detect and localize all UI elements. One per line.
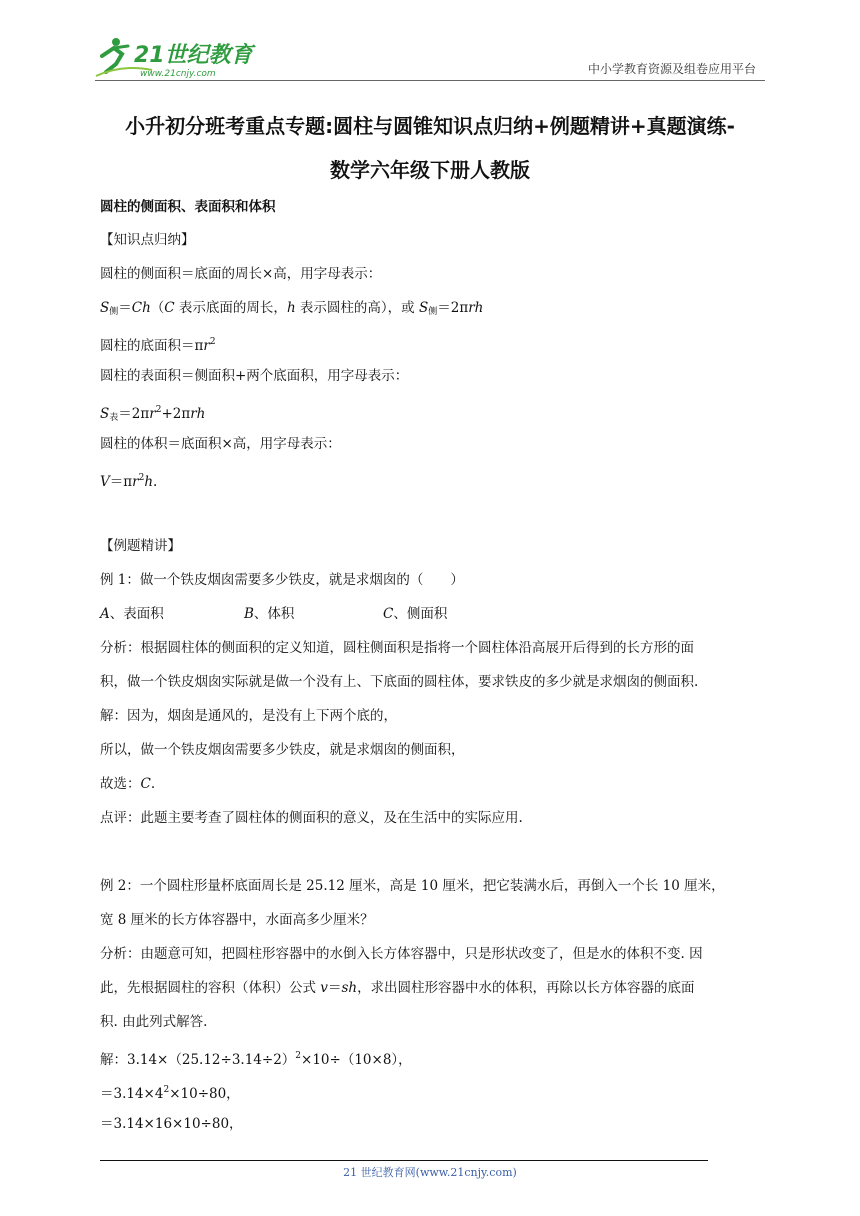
knowledge-line7: $V=\pi r^2h$. [100, 473, 158, 490]
example1-solution-line1: 解：因为，烟囱是通风的，是没有上下两个底的， [100, 708, 397, 724]
section-title: 圆柱的侧面积、表面积和体积 [100, 199, 276, 215]
example2-question-line2: 宽 8 厘米的长方体容器中，水面高多少厘米？ [100, 912, 374, 928]
platform-name: 中小学教育资源及组卷应用平台 [587, 62, 756, 76]
logo-text: 21世纪教育 [134, 43, 253, 68]
example1-analysis-line2: 积，做一个铁皮烟囱实际就是做一个没有上、下底面的圆柱体，要求铁皮的多少就是求烟囱的侧面积. [100, 674, 699, 690]
example1-solution-line2: 所以，做一个铁皮烟囱需要多少铁皮，就是求烟囱的侧面积， [100, 742, 465, 758]
example1-comment: 点评：此题主要考查了圆柱体的侧面积的意义，及在生活中的实际应用. [100, 810, 523, 826]
knowledge-heading: 【知识点归纳】 [100, 232, 195, 248]
example2-analysis-line1: 分析：由题意可知，把圆柱形容器中的水倒入长方体容器中，只是形状改变了，但是水的体积不变. 因 [100, 946, 703, 962]
site-logo [92, 34, 262, 82]
example1-answer: 故选：C. [100, 776, 156, 792]
knowledge-line2: $S_侧=Ch(C$ 表示底面的周长，h 表示圆柱的高），或 $S_侧=2\pi rh$ [100, 300, 484, 317]
logo-url: www.21cnjy.com [140, 69, 216, 79]
option-a: A、表面积 [100, 606, 164, 622]
knowledge-line6: 圆柱的体积＝底面积×高，用字母表示： [100, 436, 341, 452]
example1-analysis-line1: 分析：根据圆柱体的侧面积的定义知道，圆柱侧面积是指将一个圆柱体沿高展开后得到的长方形的面 [100, 640, 694, 656]
header-divider [95, 80, 765, 81]
example1-options [100, 604, 770, 624]
option-c: C、侧面积 [383, 606, 448, 622]
example1-question: 例 1：做一个铁皮烟囱需要多少铁皮，就是求烟囱的（ ） [100, 572, 464, 588]
examples-heading: 【例题精讲】 [100, 538, 181, 554]
footer-divider [100, 1160, 708, 1161]
knowledge-line4: 圆柱的表面积＝侧面积+两个底面积，用字母表示： [100, 368, 409, 384]
example2-question-line1: 例 2：一个圆柱形量杯底面周长是 25.12 厘米，高是 10 厘米，把它装满水后，再倒入一个长 10 厘米， [100, 878, 725, 894]
option-b: B、体积 [244, 606, 295, 622]
example2-solution-line3: ＝3.14×16×10÷80， [100, 1116, 243, 1132]
example2-solution-line2: $=3.14\times 4^2\times 10\div 80$， [100, 1085, 240, 1102]
doc-title-line1: 小升初分班考重点专题:圆柱与圆锥知识点归纳+例题精讲+真题演练- [125, 114, 735, 138]
knowledge-line1: 圆柱的侧面积＝底面的周长×高，用字母表示： [100, 266, 382, 282]
example2-analysis-line2: 此，先根据圆柱的容积（体积）公式 v＝sh，求出圆柱形容器中水的体积，再除以长方体容器的底面 [100, 980, 695, 996]
doc-title-line2: 数学六年级下册人教版 [330, 158, 530, 182]
knowledge-line5: $S_表=2\pi r^2+2\pi rh$ [100, 405, 206, 423]
footer-text: 21 世纪教育网(www.21cnjy.com) [343, 1166, 517, 1179]
example2-solution-line1: 解：$3.14\times(25.12\div 3.14\div 2)^2\times 10\div(10\times 8)$， [100, 1051, 412, 1068]
example2-analysis-line3: 积. 由此列式解答. [100, 1014, 208, 1030]
knowledge-line3: 圆柱的底面积$=\pi r^2$ [100, 337, 216, 354]
